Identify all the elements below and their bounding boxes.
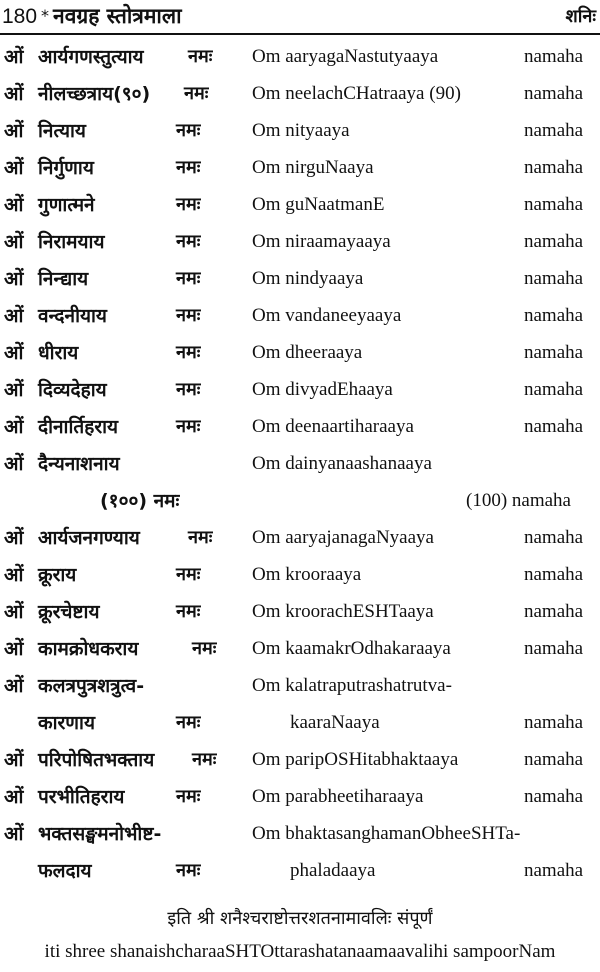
mantra-row-continuation — [0, 706, 600, 743]
namah-devanagari: नमः — [176, 416, 201, 437]
namah-devanagari: नमः — [188, 527, 213, 548]
mantra-list — [0, 40, 600, 891]
mantra-row — [0, 114, 600, 151]
namaha-label: namaha — [524, 564, 584, 585]
namah-devanagari: नमः — [192, 749, 217, 770]
transliteration: Om dheeraaya — [252, 342, 363, 363]
namah-devanagari: नमः — [176, 231, 201, 252]
mantra-row — [0, 336, 600, 373]
transliteration: Om parabheetiharaaya — [252, 786, 424, 807]
om-prefix: ओं — [4, 675, 24, 697]
devanagari-name: कलत्रपुत्रशत्रुत्व- — [38, 675, 145, 697]
book-title: नवग्रह स्तोत्रमाला — [53, 4, 182, 28]
namaha-label: namaha — [524, 305, 584, 326]
transliteration: Om aaryajanagaNyaaya — [252, 527, 434, 548]
transliteration: Om dainyanaashanaaya — [252, 453, 432, 474]
devanagari-name: दिव्यदेहाय — [38, 379, 107, 401]
mantra-row — [0, 225, 600, 262]
om-prefix: ओं — [4, 305, 24, 327]
om-prefix: ओं — [4, 342, 24, 364]
devanagari-name: दैन्यनाशनाय — [38, 453, 120, 475]
namaha-label: namaha — [524, 83, 584, 104]
transliteration: Om nirguNaaya — [252, 157, 374, 178]
mantra-row — [0, 669, 600, 706]
mantra-row — [0, 595, 600, 632]
transliteration: Om nindyaaya — [252, 268, 364, 289]
namaha-label: namaha — [524, 231, 584, 252]
devanagari-name: भक्तसङ्घमनोभीष्ट- — [38, 823, 162, 845]
devanagari-name: धीराय — [38, 342, 79, 364]
closing-line-transliteration: iti shree shanaishcharaaSHTOttarashatanaamaavalihi sampoorNam — [44, 941, 556, 962]
devanagari-name: फलदाय — [38, 860, 92, 882]
namaha-label: namaha — [524, 712, 584, 733]
transliteration: Om vandaneeyaaya — [252, 305, 402, 326]
mantra-row-continuation — [0, 484, 600, 521]
devanagari-name: परभीतिहराय — [38, 786, 125, 808]
mantra-row — [0, 521, 600, 558]
namaha-label: namaha — [524, 342, 584, 363]
namaha-label: namaha — [524, 416, 584, 437]
om-prefix: ओं — [4, 46, 24, 68]
namaha-label: namaha — [524, 527, 584, 548]
om-prefix: ओं — [4, 379, 24, 401]
namaha-label: namaha — [524, 860, 584, 881]
namah-devanagari: नमः — [176, 379, 201, 400]
namaha-label: namaha — [524, 268, 584, 289]
mantra-row — [0, 743, 600, 780]
namaha-label: namaha — [524, 786, 584, 807]
om-prefix: ओं — [4, 231, 24, 253]
mantra-row — [0, 262, 600, 299]
transliteration: Om bhaktasanghamanObheeSHTa- — [252, 823, 521, 844]
mantra-row — [0, 632, 600, 669]
om-prefix: ओं — [4, 564, 24, 586]
mantra-row — [0, 558, 600, 595]
mantra-row — [0, 447, 600, 484]
om-prefix: ओं — [4, 749, 24, 771]
transliteration: Om nityaaya — [252, 120, 350, 141]
mantra-row — [0, 817, 600, 854]
devanagari-name: कारणाय — [38, 712, 95, 734]
namah-devanagari: नमः — [176, 305, 201, 326]
om-prefix: ओं — [4, 638, 24, 660]
namah-devanagari: नमः — [176, 712, 201, 733]
transliteration: Om paripOSHitabhaktaaya — [252, 749, 459, 770]
devanagari-name: परिपोषितभक्ताय — [38, 749, 155, 771]
transliteration: phaladaaya — [290, 860, 376, 881]
transliteration: Om divyadEhaaya — [252, 379, 393, 400]
mantra-row — [0, 780, 600, 817]
namah-devanagari: नमः — [176, 601, 201, 622]
devanagari-name: गुणात्मने — [38, 194, 95, 216]
section-title: शनिः — [565, 6, 596, 27]
transliteration: Om kaamakrOdhakaraaya — [252, 638, 451, 659]
mantra-row — [0, 299, 600, 336]
closing-line-devanagari: इति श्री शनैश्चराष्टोत्तरशतनामावलिः संपूर्णं — [167, 908, 433, 929]
om-prefix: ओं — [4, 194, 24, 216]
om-prefix: ओं — [4, 157, 24, 179]
devanagari-number-namah: (१००) नमः — [100, 490, 180, 512]
om-prefix: ओं — [4, 823, 24, 845]
devanagari-name: आर्यजनगण्याय — [38, 527, 140, 549]
om-prefix: ओं — [4, 83, 24, 105]
namaha-label: namaha — [524, 120, 584, 141]
namah-devanagari: नमः — [192, 638, 217, 659]
namaha-label: namaha — [524, 638, 584, 659]
devanagari-name: नित्याय — [38, 120, 86, 142]
header-left — [2, 2, 182, 32]
om-prefix: ओं — [4, 527, 24, 549]
devanagari-name: वन्दनीयाय — [38, 305, 107, 327]
namaha-label: namaha — [524, 379, 584, 400]
header-rule — [0, 33, 600, 35]
devanagari-name: कामक्रोधकराय — [38, 638, 139, 660]
om-prefix: ओं — [4, 416, 24, 438]
devanagari-name: आर्यगणस्तुत्याय — [38, 46, 144, 68]
om-prefix: ओं — [4, 601, 24, 623]
om-prefix: ओं — [4, 786, 24, 808]
transliteration: Om aaryagaNastutyaaya — [252, 46, 439, 67]
transliteration: Om guNaatmanE — [252, 194, 385, 215]
namah-devanagari: नमः — [176, 120, 201, 141]
mantra-row — [0, 188, 600, 225]
transliteration: Om kalatraputrashatrutva- — [252, 675, 452, 696]
om-prefix: ओं — [4, 268, 24, 290]
mantra-row — [0, 77, 600, 114]
namah-devanagari: नमः — [176, 157, 201, 178]
transliteration: Om krooraaya — [252, 564, 362, 585]
devanagari-name: दीनार्तिहराय — [38, 416, 119, 438]
namah-devanagari: नमः — [176, 860, 201, 881]
devanagari-name: निर्गुणाय — [38, 157, 94, 179]
namaha-label: namaha — [524, 749, 584, 770]
devanagari-name: निन्द्याय — [38, 268, 89, 290]
number-namaha-label: (100) namaha — [466, 490, 571, 511]
transliteration: Om niraamayaaya — [252, 231, 391, 252]
namah-devanagari: नमः — [176, 268, 201, 289]
namah-devanagari: नमः — [176, 564, 201, 585]
page-header — [0, 0, 600, 34]
mantra-row — [0, 151, 600, 188]
namaha-label: namaha — [524, 46, 584, 67]
transliteration: Om neelachCHatraaya (90) — [252, 83, 461, 104]
transliteration: kaaraNaaya — [290, 712, 380, 733]
namaha-label: namaha — [524, 157, 584, 178]
devanagari-name: क्रूराय — [38, 564, 77, 586]
star-separator-icon: * — [41, 6, 50, 25]
transliteration: Om kroorachESHTaaya — [252, 601, 434, 622]
namah-devanagari: नमः — [188, 46, 213, 67]
transliteration: Om deenaartiharaaya — [252, 416, 414, 437]
page-number: 180 — [2, 5, 38, 28]
devanagari-name: क्रूरचेष्टाय — [38, 601, 100, 623]
devanagari-name: निरामयाय — [38, 231, 105, 253]
om-prefix: ओं — [4, 120, 24, 142]
namah-devanagari: नमः — [184, 83, 209, 104]
mantra-row — [0, 410, 600, 447]
namah-devanagari: नमः — [176, 194, 201, 215]
mantra-row-continuation — [0, 854, 600, 891]
devanagari-name: नीलच्छत्राय(९०) — [38, 83, 151, 105]
namah-devanagari: नमः — [176, 786, 201, 807]
mantra-row — [0, 40, 600, 77]
mantra-row — [0, 373, 600, 410]
om-prefix: ओं — [4, 453, 24, 475]
namaha-label: namaha — [524, 601, 584, 622]
namah-devanagari: नमः — [176, 342, 201, 363]
namaha-label: namaha — [524, 194, 584, 215]
